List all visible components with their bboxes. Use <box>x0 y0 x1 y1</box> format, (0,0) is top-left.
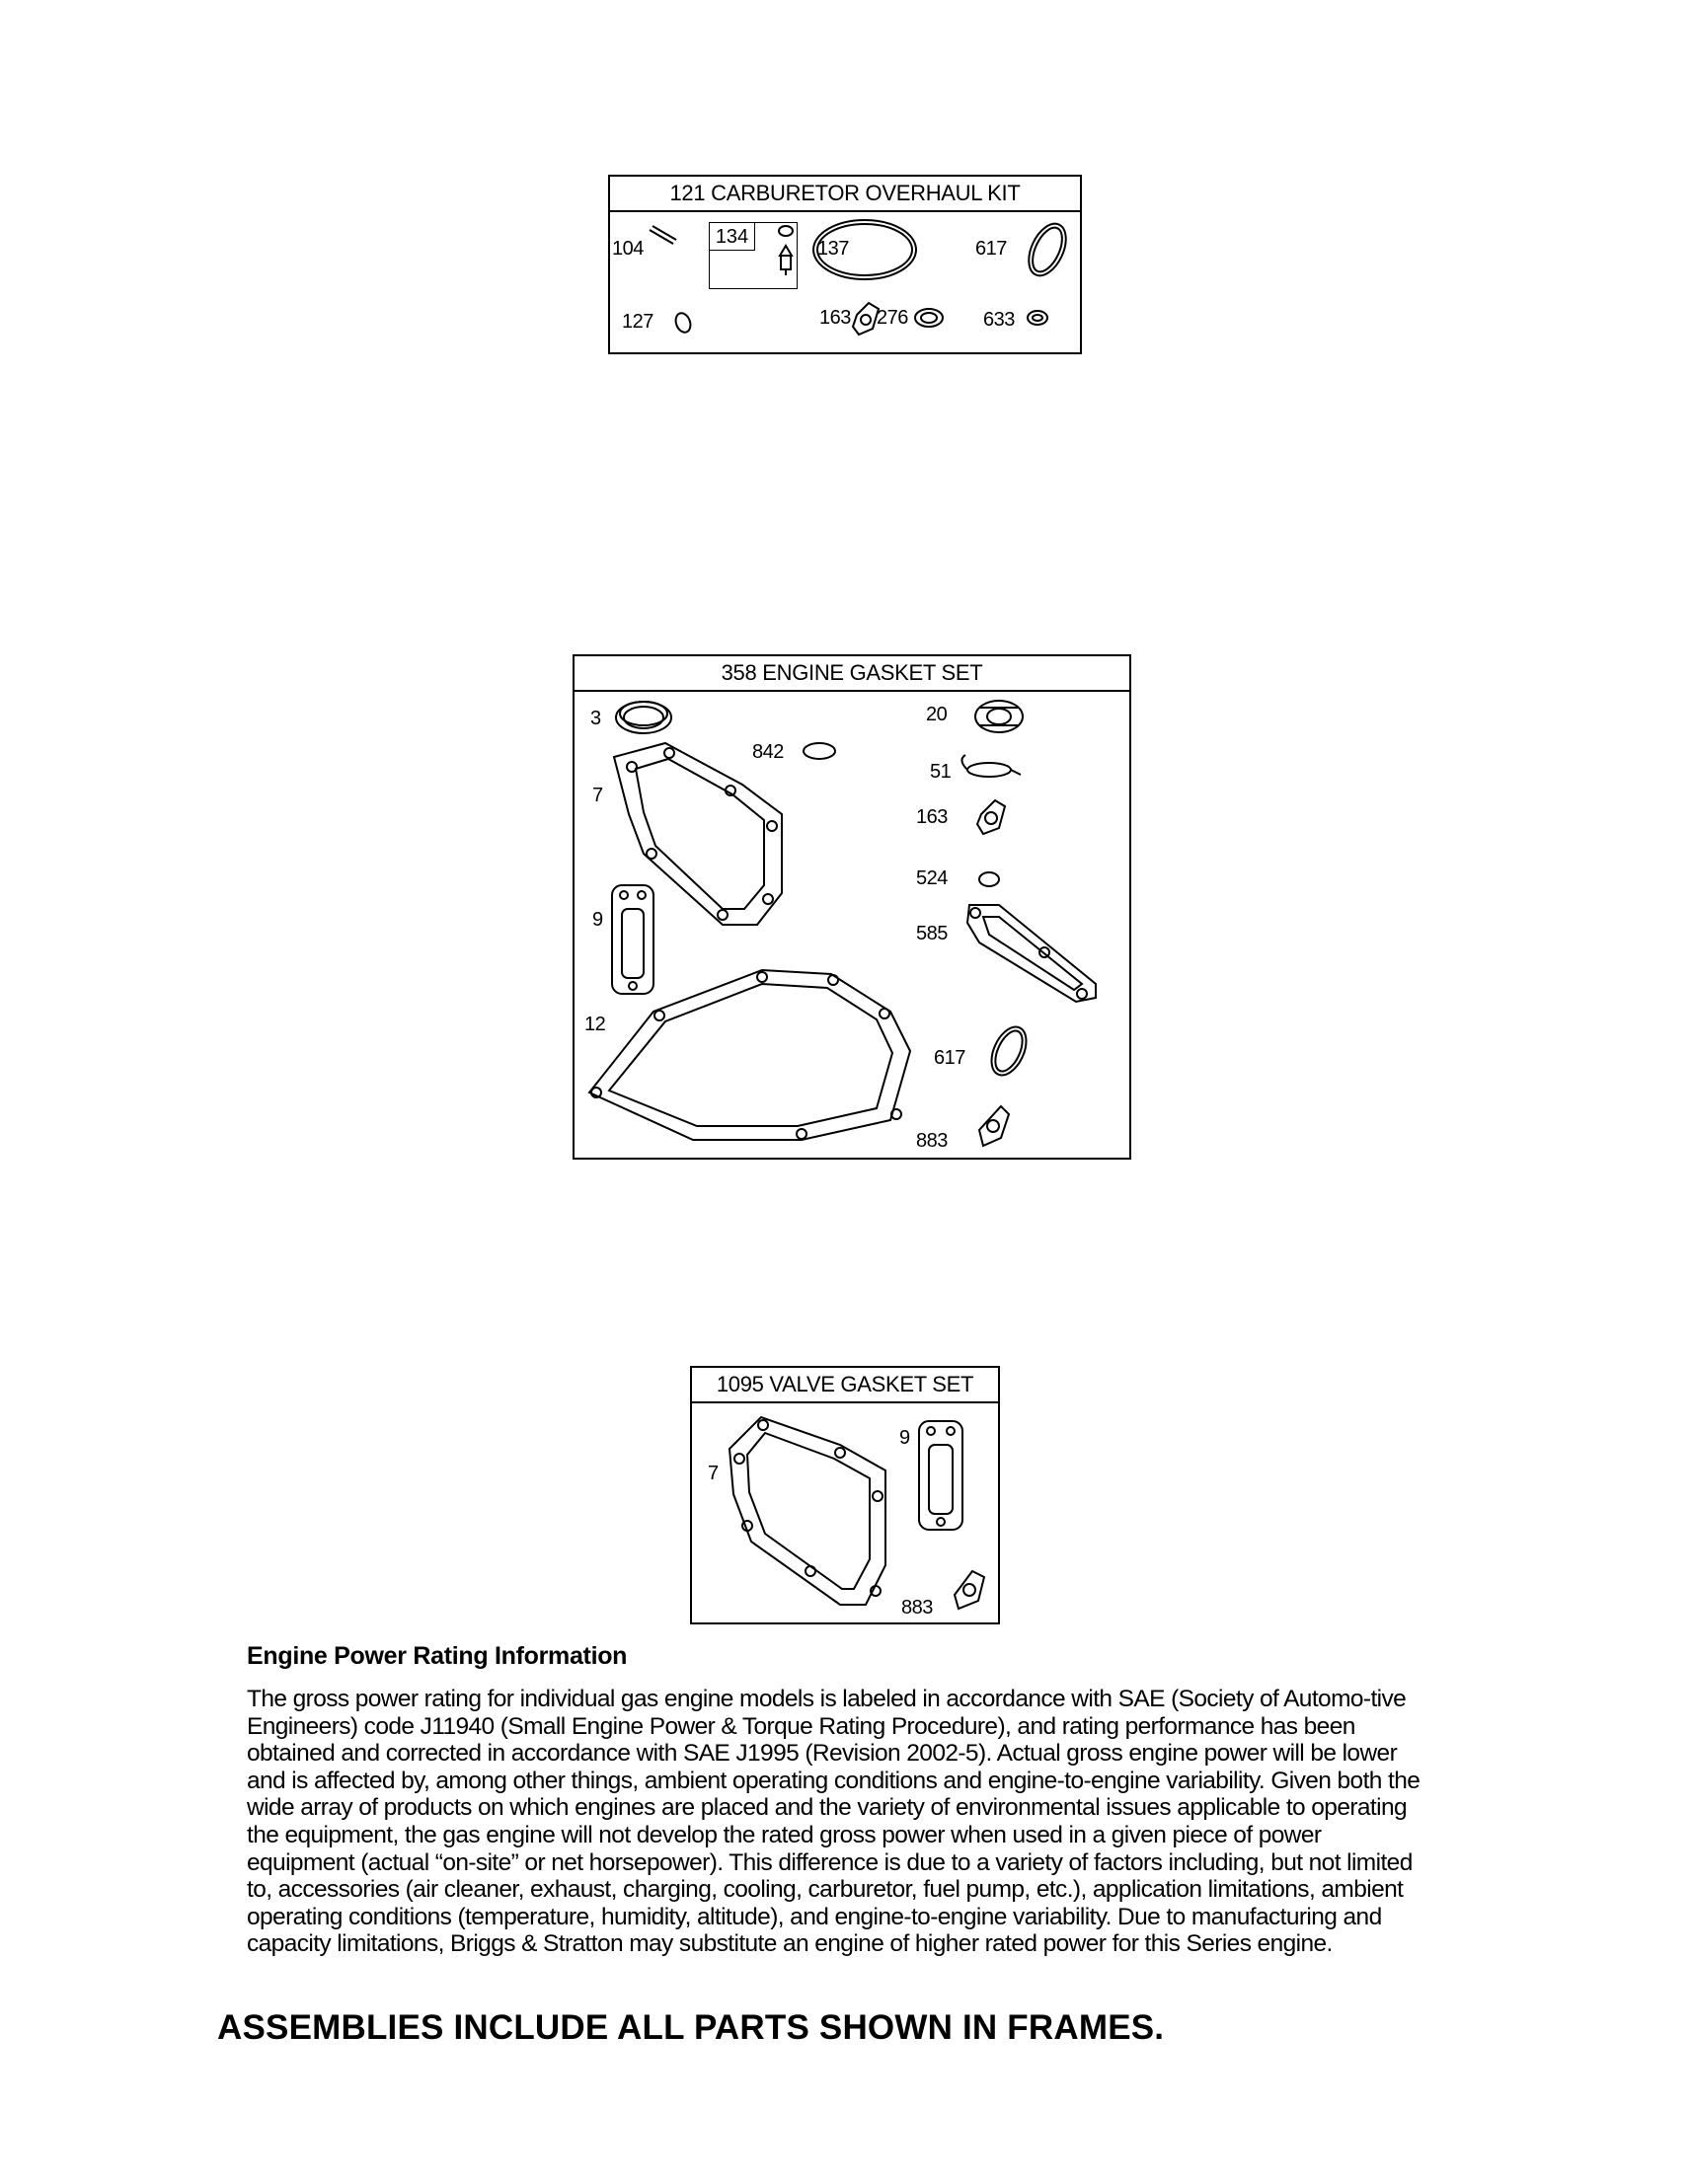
part-label-51: 51 <box>930 761 952 783</box>
part-12-icon <box>589 970 910 1140</box>
part-585-icon <box>967 905 1096 1002</box>
part-127-icon <box>673 311 693 335</box>
part-842-icon <box>804 743 835 759</box>
part-label-883: 883 <box>901 1597 933 1619</box>
part-163-icon <box>853 303 879 335</box>
part-9-icon <box>612 885 653 994</box>
engine-gasket-parts-diagram <box>575 656 1129 1158</box>
part-label-137: 137 <box>817 238 849 260</box>
part-7-icon <box>729 1417 885 1605</box>
part-617-icon <box>984 1021 1033 1081</box>
part-label-104: 104 <box>612 238 644 260</box>
part-label-12: 12 <box>584 1014 606 1035</box>
carburetor-overhaul-kit-frame <box>608 175 1082 354</box>
part-label-9: 9 <box>592 909 603 931</box>
valve-gasket-set-frame <box>690 1366 1000 1624</box>
part-label-9: 9 <box>899 1427 910 1449</box>
part-label-276: 276 <box>877 307 908 329</box>
subframe-label: 134 <box>710 223 755 251</box>
engine-gasket-set-frame <box>573 654 1131 1160</box>
part-276-icon <box>915 309 943 327</box>
part-134-subframe <box>709 222 798 289</box>
part-label-883: 883 <box>916 1130 948 1152</box>
engine-power-rating-body: The gross power rating for individual gas engine models is labeled in accordance with SAE (Society of Automo-tive Engineers) code J11940 (Small Engine Power & Torque Rating Procedure), and rating performance has been obtained and corrected in accordance with SAE J1995 (Revision 2002-5). Actual gross engine power will be lower and is affected by, among other things, ambient operating conditions and engine-to-engine variability. Given both the wide array of products on which engines are placed and the variety of environmental issues applicable to operating the equipment, the gas engine will not develop the rated gross power when used in a given piece of power equipment (actual “on-site” or net horsepower). This difference is due to a variety of factors including, but not limited to, accessories (air cleaner, exhaust, charging, cooling, carburetor, fuel pump, etc.), application limitations, ambient operating conditions (temperature, humidity, altitude), and engine-to-engine variability. Due to manufacturing and capacity limitations, Briggs & Stratton may substitute an engine of higher rated power for this Series engine. <box>247 1686 1420 1958</box>
part-label-617: 617 <box>934 1047 965 1069</box>
part-label-3: 3 <box>590 708 601 729</box>
part-label-163: 163 <box>819 307 851 329</box>
part-524-icon <box>979 872 999 886</box>
part-20-icon <box>975 701 1023 732</box>
engine-power-rating-heading: Engine Power Rating Information <box>247 1642 628 1670</box>
valve-gasket-parts-diagram <box>692 1368 998 1622</box>
part-633-icon <box>1028 311 1047 325</box>
part-883-icon <box>979 1106 1009 1146</box>
part-104-icon <box>650 226 676 244</box>
part-617-icon <box>1022 218 1074 281</box>
part-883-icon <box>955 1571 984 1609</box>
part-label-617: 617 <box>975 238 1007 260</box>
part-3-icon <box>616 702 671 733</box>
part-label-842: 842 <box>752 741 784 763</box>
part-163-icon <box>977 800 1005 834</box>
part-label-585: 585 <box>916 923 948 944</box>
assemblies-footer-note: ASSEMBLIES INCLUDE ALL PARTS SHOWN IN FRAMES. <box>217 2008 1165 2047</box>
frame-title: 1095 VALVE GASKET SET <box>692 1368 998 1403</box>
part-label-20: 20 <box>926 704 948 725</box>
part-label-7: 7 <box>592 785 603 806</box>
part-9-icon <box>919 1421 962 1530</box>
frame-title: 121 CARBURETOR OVERHAUL KIT <box>610 177 1080 212</box>
part-label-163: 163 <box>916 806 948 828</box>
part-label-127: 127 <box>622 311 653 333</box>
part-51-icon <box>961 755 1021 777</box>
part-label-7: 7 <box>708 1463 719 1484</box>
frame-title: 358 ENGINE GASKET SET <box>575 656 1129 692</box>
part-label-633: 633 <box>983 309 1015 331</box>
part-label-524: 524 <box>916 867 948 889</box>
